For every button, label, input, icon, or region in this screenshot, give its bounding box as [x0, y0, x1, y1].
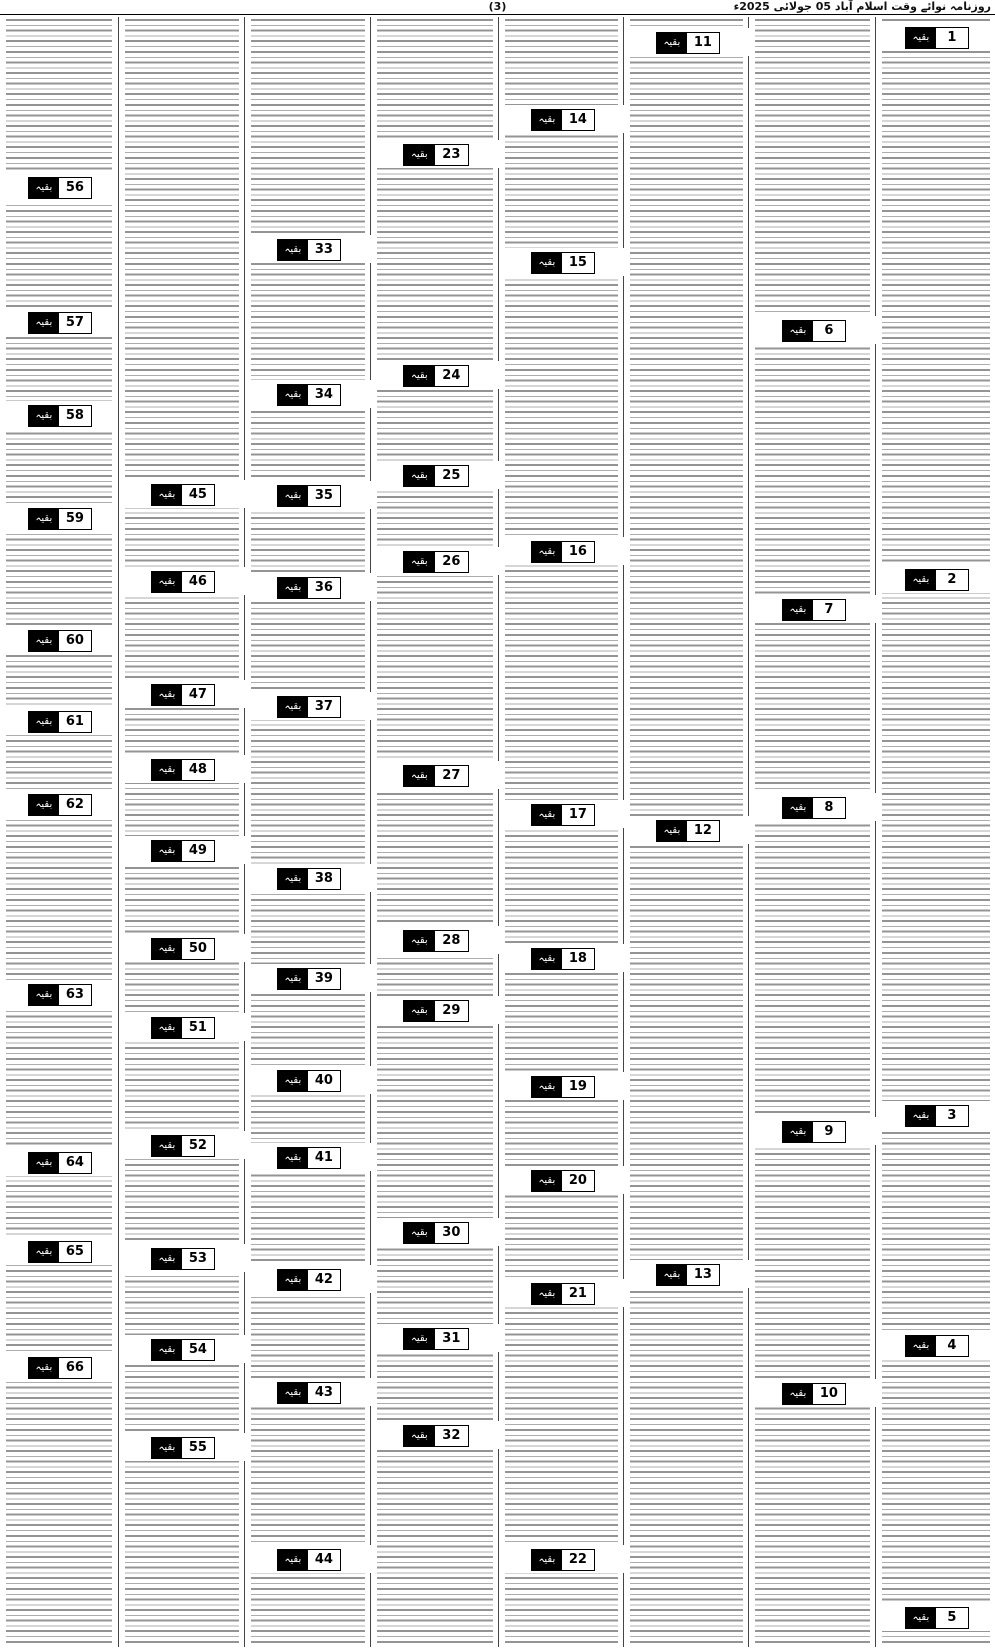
continuation-box[interactable]	[28, 1241, 92, 1263]
continuation-box[interactable]	[28, 711, 92, 733]
page-number: (3)	[488, 0, 507, 13]
continuation-number: 3	[936, 1106, 968, 1126]
continuation-number: 20	[562, 1171, 594, 1191]
continuation-label: بقیہ	[29, 313, 59, 333]
continuation-box[interactable]	[403, 551, 469, 573]
continuation-label: بقیہ	[29, 406, 59, 426]
continuation-number: 52	[182, 1136, 214, 1156]
continuation-number: 21	[562, 1284, 594, 1304]
continuation-number: 62	[59, 795, 91, 815]
continuation-box[interactable]	[28, 312, 92, 334]
continuation-box[interactable]	[277, 1147, 341, 1169]
continuation-number: 59	[59, 509, 91, 529]
continuation-label: بقیہ	[532, 542, 562, 562]
continuation-box[interactable]	[656, 820, 720, 842]
continuation-label: بقیہ	[532, 1171, 562, 1191]
continuation-label: بقیہ	[278, 1383, 308, 1403]
continuation-number: 41	[308, 1148, 340, 1168]
continuation-box[interactable]	[403, 1222, 469, 1244]
continuation-box[interactable]	[28, 630, 92, 652]
continuation-box[interactable]	[403, 365, 469, 387]
continuation-number: 18	[562, 949, 594, 969]
continuation-box[interactable]	[277, 968, 341, 990]
continuation-box[interactable]	[905, 1105, 969, 1127]
continuation-box[interactable]	[28, 1152, 92, 1174]
continuation-label: بقیہ	[278, 969, 308, 989]
continuation-box[interactable]	[782, 797, 846, 819]
continuation-box[interactable]	[277, 384, 341, 406]
continuation-label: بقیہ	[404, 1223, 435, 1243]
continuation-number: 34	[308, 385, 340, 405]
col-6	[244, 17, 371, 1647]
continuation-number: 60	[59, 631, 91, 651]
continuation-label: بقیہ	[152, 685, 182, 705]
column-text	[882, 17, 990, 1647]
continuation-box[interactable]	[151, 840, 215, 862]
continuation-label: بقیہ	[404, 931, 435, 951]
continuation-box[interactable]	[277, 485, 341, 507]
continuation-label: بقیہ	[152, 1018, 182, 1038]
continuation-label: بقیہ	[278, 240, 308, 260]
continuation-label: بقیہ	[906, 1336, 936, 1356]
continuation-label: بقیہ	[532, 805, 562, 825]
continuation-box[interactable]	[277, 696, 341, 718]
continuation-box[interactable]	[531, 1170, 595, 1192]
continuation-number: 5	[936, 1608, 968, 1628]
continuation-box[interactable]	[151, 1437, 215, 1459]
continuation-box[interactable]	[531, 109, 595, 131]
continuation-number: 12	[687, 821, 719, 841]
continuation-box[interactable]	[28, 177, 92, 199]
continuation-label: بقیہ	[278, 578, 308, 598]
continuation-box[interactable]	[28, 405, 92, 427]
continuation-label: بقیہ	[404, 766, 435, 786]
col-3	[623, 17, 749, 1647]
continuation-box[interactable]	[403, 1328, 469, 1350]
continuation-box[interactable]	[905, 1335, 969, 1357]
continuation-label: بقیہ	[278, 697, 308, 717]
continuation-box[interactable]	[531, 1076, 595, 1098]
column-text	[125, 17, 239, 1647]
continuation-label: بقیہ	[152, 1249, 182, 1269]
col-1	[875, 17, 995, 1647]
continuation-box[interactable]	[151, 759, 215, 781]
continuation-number: 50	[182, 939, 214, 959]
continuation-label: بقیہ	[906, 28, 936, 48]
continuation-number: 2	[936, 570, 968, 590]
continuation-label: بقیہ	[532, 1550, 562, 1570]
continuation-label: بقیہ	[278, 1270, 308, 1290]
continuation-label: بقیہ	[152, 939, 182, 959]
continuation-number: 48	[182, 760, 214, 780]
continuation-number: 49	[182, 841, 214, 861]
continuation-box[interactable]	[531, 541, 595, 563]
continuation-label: بقیہ	[404, 552, 435, 572]
continuation-label: بقیہ	[783, 1122, 813, 1142]
continuation-number: 1	[936, 28, 968, 48]
continuation-label: بقیہ	[152, 485, 182, 505]
continuation-label: بقیہ	[152, 841, 182, 861]
continuation-label: بقیہ	[29, 1242, 59, 1262]
continuation-label: بقیہ	[152, 1340, 182, 1360]
column-text	[377, 17, 493, 1647]
continuation-label: بقیہ	[532, 1077, 562, 1097]
continuation-label: بقیہ	[278, 869, 308, 889]
continuation-box[interactable]	[151, 1339, 215, 1361]
continuation-box[interactable]	[782, 1383, 846, 1405]
continuation-box[interactable]	[905, 569, 969, 591]
continuation-label: بقیہ	[404, 466, 435, 486]
continuation-number: 33	[308, 240, 340, 260]
continuation-number: 44	[308, 1550, 340, 1570]
continuation-number: 30	[435, 1223, 468, 1243]
continuation-label: بقیہ	[404, 366, 435, 386]
continuation-number: 9	[813, 1122, 845, 1142]
continuation-number: 29	[435, 1001, 468, 1021]
continuation-number: 19	[562, 1077, 594, 1097]
continuation-number: 13	[687, 1265, 719, 1285]
continuation-number: 25	[435, 466, 468, 486]
continuation-box[interactable]	[403, 930, 469, 952]
continuation-number: 37	[308, 697, 340, 717]
continuation-label: بقیہ	[906, 1106, 936, 1126]
continuation-number: 8	[813, 798, 845, 818]
continuation-label: بقیہ	[783, 600, 813, 620]
continuation-box[interactable]	[782, 1121, 846, 1143]
continuation-label: بقیہ	[152, 572, 182, 592]
continuation-number: 35	[308, 486, 340, 506]
continuation-box[interactable]	[277, 577, 341, 599]
masthead-date: روزنامہ نوائے وقت اسلام آباد 05 جولائی 2025ء	[733, 0, 991, 13]
continuation-label: بقیہ	[152, 1438, 182, 1458]
continuation-number: 36	[308, 578, 340, 598]
continuation-box[interactable]	[531, 252, 595, 274]
continuation-box[interactable]	[782, 599, 846, 621]
continuation-box[interactable]	[151, 1248, 215, 1270]
continuation-label: بقیہ	[404, 1426, 435, 1446]
continuation-number: 57	[59, 313, 91, 333]
continuation-box[interactable]	[151, 1017, 215, 1039]
continuation-number: 39	[308, 969, 340, 989]
continuation-box[interactable]	[531, 804, 595, 826]
continuation-number: 53	[182, 1249, 214, 1269]
continuation-label: بقیہ	[152, 1136, 182, 1156]
continuation-label: بقیہ	[657, 33, 687, 53]
col-7	[118, 17, 245, 1647]
continuation-number: 66	[59, 1358, 91, 1378]
col-2	[748, 17, 876, 1647]
continuation-number: 38	[308, 869, 340, 889]
continuation-box[interactable]	[403, 765, 469, 787]
continuation-number: 42	[308, 1270, 340, 1290]
continuation-label: بقیہ	[29, 712, 59, 732]
continuation-label: بقیہ	[29, 1358, 59, 1378]
continuation-box[interactable]	[277, 239, 341, 261]
continuation-box[interactable]	[28, 794, 92, 816]
continuation-number: 27	[435, 766, 468, 786]
continuation-box[interactable]	[277, 1382, 341, 1404]
continuation-number: 64	[59, 1153, 91, 1173]
continuation-label: بقیہ	[29, 1153, 59, 1173]
continuation-number: 10	[813, 1384, 845, 1404]
continuation-box[interactable]	[656, 1264, 720, 1286]
continuation-label: بقیہ	[532, 253, 562, 273]
continuation-box[interactable]	[151, 484, 215, 506]
continuation-number: 40	[308, 1071, 340, 1091]
continuation-label: بقیہ	[278, 1148, 308, 1168]
continuation-box[interactable]	[277, 1549, 341, 1571]
continuation-label: بقیہ	[657, 821, 687, 841]
continuation-label: بقیہ	[152, 760, 182, 780]
continuation-number: 14	[562, 110, 594, 130]
col-4	[498, 17, 624, 1647]
continuation-box[interactable]	[277, 868, 341, 890]
continuation-number: 31	[435, 1329, 468, 1349]
continuation-box[interactable]	[151, 1135, 215, 1157]
continuation-box[interactable]	[905, 1607, 969, 1629]
continuation-number: 11	[687, 33, 719, 53]
continuation-number: 51	[182, 1018, 214, 1038]
continuation-box[interactable]	[782, 320, 846, 342]
continuation-number: 46	[182, 572, 214, 592]
continuation-box[interactable]	[151, 571, 215, 593]
continuation-number: 58	[59, 406, 91, 426]
continuation-box[interactable]	[403, 1000, 469, 1022]
continuation-box[interactable]	[403, 144, 469, 166]
continuation-label: بقیہ	[657, 1265, 687, 1285]
continuation-box[interactable]	[403, 465, 469, 487]
continuation-label: بقیہ	[29, 795, 59, 815]
continuation-box[interactable]	[531, 1283, 595, 1305]
continuation-number: 23	[435, 145, 468, 165]
continuation-number: 47	[182, 685, 214, 705]
continuation-label: بقیہ	[906, 1608, 936, 1628]
col-5	[370, 17, 499, 1647]
continuation-number: 26	[435, 552, 468, 572]
continuation-box[interactable]	[151, 938, 215, 960]
continuation-number: 17	[562, 805, 594, 825]
continuation-label: بقیہ	[278, 1550, 308, 1570]
continuation-number: 7	[813, 600, 845, 620]
continuation-number: 22	[562, 1550, 594, 1570]
continuation-label: بقیہ	[783, 798, 813, 818]
continuation-label: بقیہ	[783, 1384, 813, 1404]
continuation-box[interactable]	[531, 948, 595, 970]
col-8	[0, 17, 118, 1647]
continuation-label: بقیہ	[29, 509, 59, 529]
continuation-number: 43	[308, 1383, 340, 1403]
continuation-label: بقیہ	[532, 110, 562, 130]
continuation-label: بقیہ	[532, 1284, 562, 1304]
continuation-number: 54	[182, 1340, 214, 1360]
continuation-box[interactable]	[656, 32, 720, 54]
continuation-label: بقیہ	[278, 1071, 308, 1091]
continuation-box[interactable]	[905, 27, 969, 49]
column-text	[6, 17, 112, 1647]
continuation-label: بقیہ	[29, 985, 59, 1005]
continuation-box[interactable]	[277, 1070, 341, 1092]
continuation-box[interactable]	[151, 684, 215, 706]
continuation-label: بقیہ	[532, 949, 562, 969]
continuation-number: 45	[182, 485, 214, 505]
continuation-box[interactable]	[28, 1357, 92, 1379]
continuation-number: 6	[813, 321, 845, 341]
continuation-label: بقیہ	[29, 631, 59, 651]
continuation-label: بقیہ	[278, 385, 308, 405]
continuation-number: 15	[562, 253, 594, 273]
continuation-label: بقیہ	[404, 1329, 435, 1349]
continuation-number: 28	[435, 931, 468, 951]
page-header	[0, 0, 995, 15]
continuation-label: بقیہ	[29, 178, 59, 198]
continuation-number: 32	[435, 1426, 468, 1446]
continuation-label: بقیہ	[783, 321, 813, 341]
continuation-number: 61	[59, 712, 91, 732]
continuation-label: بقیہ	[404, 1001, 435, 1021]
continuation-number: 56	[59, 178, 91, 198]
continuation-label: بقیہ	[278, 486, 308, 506]
continuation-box[interactable]	[403, 1425, 469, 1447]
continuation-number: 24	[435, 366, 468, 386]
continuation-label: بقیہ	[404, 145, 435, 165]
continuation-number: 4	[936, 1336, 968, 1356]
continuation-number: 55	[182, 1438, 214, 1458]
continuation-number: 16	[562, 542, 594, 562]
continuation-label: بقیہ	[906, 570, 936, 590]
continuation-box[interactable]	[28, 508, 92, 530]
continuation-number: 65	[59, 1242, 91, 1262]
continuation-number: 63	[59, 985, 91, 1005]
continuation-box[interactable]	[531, 1549, 595, 1571]
continuation-box[interactable]	[277, 1269, 341, 1291]
continuation-box[interactable]	[28, 984, 92, 1006]
